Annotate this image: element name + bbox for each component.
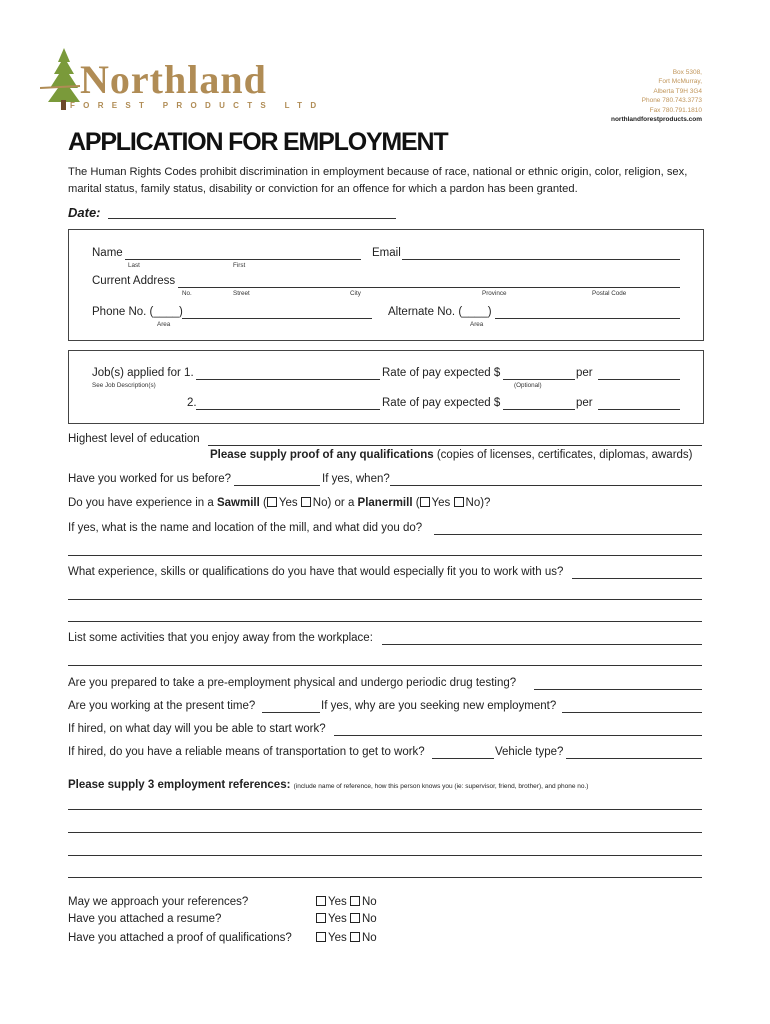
- physical-label: Are you prepared to take a pre-employment physical and undergo periodic drug testing?: [68, 677, 517, 689]
- alternate-phone-label: Alternate No. (____): [388, 306, 492, 318]
- transport-field[interactable]: [432, 758, 494, 759]
- mill-experience-question: Do you have experience in a Sawmill ( Yes No) or a Planermill ( Yes No)?: [68, 497, 491, 509]
- address-phone: Phone 780.743.3773: [641, 97, 702, 105]
- rate-2-field[interactable]: [503, 409, 575, 410]
- job-2-number: 2.: [187, 397, 197, 409]
- resume-yes-label: Yes: [328, 913, 347, 925]
- vehicle-type-field[interactable]: [566, 758, 702, 759]
- references-note: (include name of reference, how this person knows you (ie: supervisor, friend, brother), and phone no.): [293, 783, 589, 790]
- education-field[interactable]: [208, 445, 702, 446]
- job-2-field[interactable]: [196, 409, 380, 410]
- if-yes-when-label: If yes, when?: [322, 473, 390, 485]
- alternate-area-hint: Area: [470, 321, 484, 328]
- activities-field[interactable]: [382, 644, 702, 645]
- email-field[interactable]: [402, 259, 680, 260]
- skills-field-2[interactable]: [68, 599, 702, 600]
- planermill-yes-label: Yes: [431, 497, 454, 509]
- skills-field-3[interactable]: [68, 621, 702, 622]
- proof-attached-options: [316, 932, 377, 944]
- planermill-no-label: No)?: [465, 497, 491, 509]
- rate-2-label: Rate of pay expected $: [382, 397, 501, 409]
- rate-1-field[interactable]: [503, 379, 575, 380]
- mill-name-label: If yes, what is the name and location of the mill, and what did you do?: [68, 522, 423, 534]
- sawmill-yes-checkbox[interactable]: [267, 497, 277, 507]
- address-no-hint: No.: [182, 290, 192, 297]
- proof-notice: [210, 449, 693, 461]
- proof-yes-label: Yes: [328, 932, 347, 944]
- start-day-label: If hired, on what day will you be able to start work?: [68, 723, 326, 735]
- sawmill-no-checkbox[interactable]: [301, 497, 311, 507]
- address-line: Alberta T9H 3G4: [653, 87, 702, 95]
- sawmill-label: Sawmill: [216, 497, 260, 509]
- per-1-label: per: [576, 367, 593, 379]
- resume-no-checkbox[interactable]: [350, 913, 360, 923]
- approach-references-options: [316, 896, 377, 908]
- job-1-field[interactable]: [196, 379, 380, 380]
- reference-4-field[interactable]: [68, 877, 702, 878]
- sawmill-no-label: No) or a: [312, 497, 358, 509]
- proof-notice-rest: (copies of licenses, certificates, diplomas, awards): [433, 449, 693, 461]
- why-seeking-field[interactable]: [562, 712, 702, 713]
- proof-notice-bold: Please supply proof of any qualifications: [210, 449, 434, 461]
- date-field[interactable]: [108, 218, 396, 219]
- company-address: [611, 68, 702, 124]
- sawmill-yes-label: Yes: [278, 497, 301, 509]
- skills-label: What experience, skills or qualifications do you have that would especially fit you to work with us?: [68, 566, 564, 578]
- reference-1-field[interactable]: [68, 809, 702, 810]
- approach-no-checkbox[interactable]: [350, 896, 360, 906]
- approach-yes-label: Yes: [328, 896, 347, 908]
- mill-experience-text: Do you have experience in a: [68, 497, 217, 509]
- resume-attached-options: [316, 913, 377, 925]
- approach-references-label: May we approach your references?: [68, 896, 249, 908]
- resume-attached-label: Have you attached a resume?: [68, 913, 222, 925]
- planermill-label: Planermill: [357, 497, 413, 509]
- references-heading: [68, 779, 588, 791]
- alternate-phone-field[interactable]: [495, 318, 680, 319]
- rate-1-label: Rate of pay expected $: [382, 367, 501, 379]
- proof-attached-label: Have you attached a proof of qualifications?: [68, 932, 292, 944]
- transport-label: If hired, do you have a reliable means of transportation to get to work?: [68, 746, 425, 758]
- proof-no-checkbox[interactable]: [350, 932, 360, 942]
- resume-no-label: No: [361, 913, 377, 925]
- reference-2-field[interactable]: [68, 832, 702, 833]
- human-rights-notice: The Human Rights Codes prohibit discrimination in employment because of race, national or ethnic origin, color, religion, sex, marital status, family status, disability or conviction for an offence for which a pardon has been granted.: [68, 166, 688, 195]
- worked-before-field[interactable]: [234, 485, 320, 486]
- mill-name-field[interactable]: [434, 534, 702, 535]
- address-postal-hint: Postal Code: [592, 290, 627, 297]
- address-city-hint: City: [350, 290, 361, 297]
- references-heading-bold: Please supply 3 employment references:: [68, 779, 291, 791]
- address-province-hint: Province: [482, 290, 507, 297]
- activities-label: List some activities that you enjoy away from the workplace:: [68, 632, 373, 644]
- page-title: APPLICATION FOR EMPLOYMENT: [68, 128, 448, 156]
- address-street-hint: Street: [233, 290, 250, 297]
- working-present-field[interactable]: [262, 712, 320, 713]
- company-website: northlandforestproducts.com: [610, 116, 702, 124]
- name-label: Name: [92, 247, 123, 259]
- planermill-no-checkbox[interactable]: [454, 497, 464, 507]
- job-description-hint: See Job Description(s): [92, 382, 156, 389]
- name-field[interactable]: [125, 259, 361, 260]
- jobs-box: [68, 350, 704, 424]
- mill-name-field-2[interactable]: [68, 555, 702, 556]
- approach-no-label: No: [361, 896, 377, 908]
- per-2-label: per: [576, 397, 593, 409]
- address-field[interactable]: [178, 287, 680, 288]
- reference-3-field[interactable]: [68, 855, 702, 856]
- skills-field[interactable]: [572, 578, 702, 579]
- if-yes-when-field[interactable]: [390, 485, 702, 486]
- address-line: Fort McMurray,: [658, 78, 702, 86]
- worked-before-label: Have you worked for us before?: [68, 473, 232, 485]
- first-name-hint: First: [233, 262, 246, 269]
- per-2-field[interactable]: [598, 409, 680, 410]
- phone-area-hint: Area: [157, 321, 171, 328]
- company-logo-subtitle: FOREST PRODUCTS LTD: [70, 101, 325, 110]
- proof-yes-checkbox[interactable]: [316, 932, 326, 942]
- resume-yes-checkbox[interactable]: [316, 913, 326, 923]
- company-logo-wordmark: Northland: [80, 57, 267, 102]
- start-day-field[interactable]: [334, 735, 702, 736]
- per-1-field[interactable]: [598, 379, 680, 380]
- address-fax: Fax 780.791.1810: [649, 106, 702, 114]
- job-applied-label: Job(s) applied for 1.: [92, 367, 194, 379]
- approach-yes-checkbox[interactable]: [316, 896, 326, 906]
- working-present-label: Are you working at the present time?: [68, 700, 256, 712]
- proof-no-label: No: [361, 932, 377, 944]
- address-label: Current Address: [92, 275, 176, 287]
- education-label: Highest level of education: [68, 433, 200, 445]
- activities-field-2[interactable]: [68, 665, 702, 666]
- optional-hint: (Optional): [514, 382, 542, 389]
- date-label: Date:: [68, 205, 101, 220]
- planermill-yes-checkbox[interactable]: [420, 497, 430, 507]
- last-name-hint: Last: [128, 262, 140, 269]
- phone-label: Phone No. (____): [92, 306, 183, 318]
- email-label: Email: [372, 247, 401, 259]
- physical-field[interactable]: [534, 689, 702, 690]
- vehicle-type-label: Vehicle type?: [495, 746, 564, 758]
- why-seeking-label: If yes, why are you seeking new employment?: [321, 700, 557, 712]
- address-line: Box 5308,: [672, 69, 702, 76]
- phone-field[interactable]: [182, 318, 372, 319]
